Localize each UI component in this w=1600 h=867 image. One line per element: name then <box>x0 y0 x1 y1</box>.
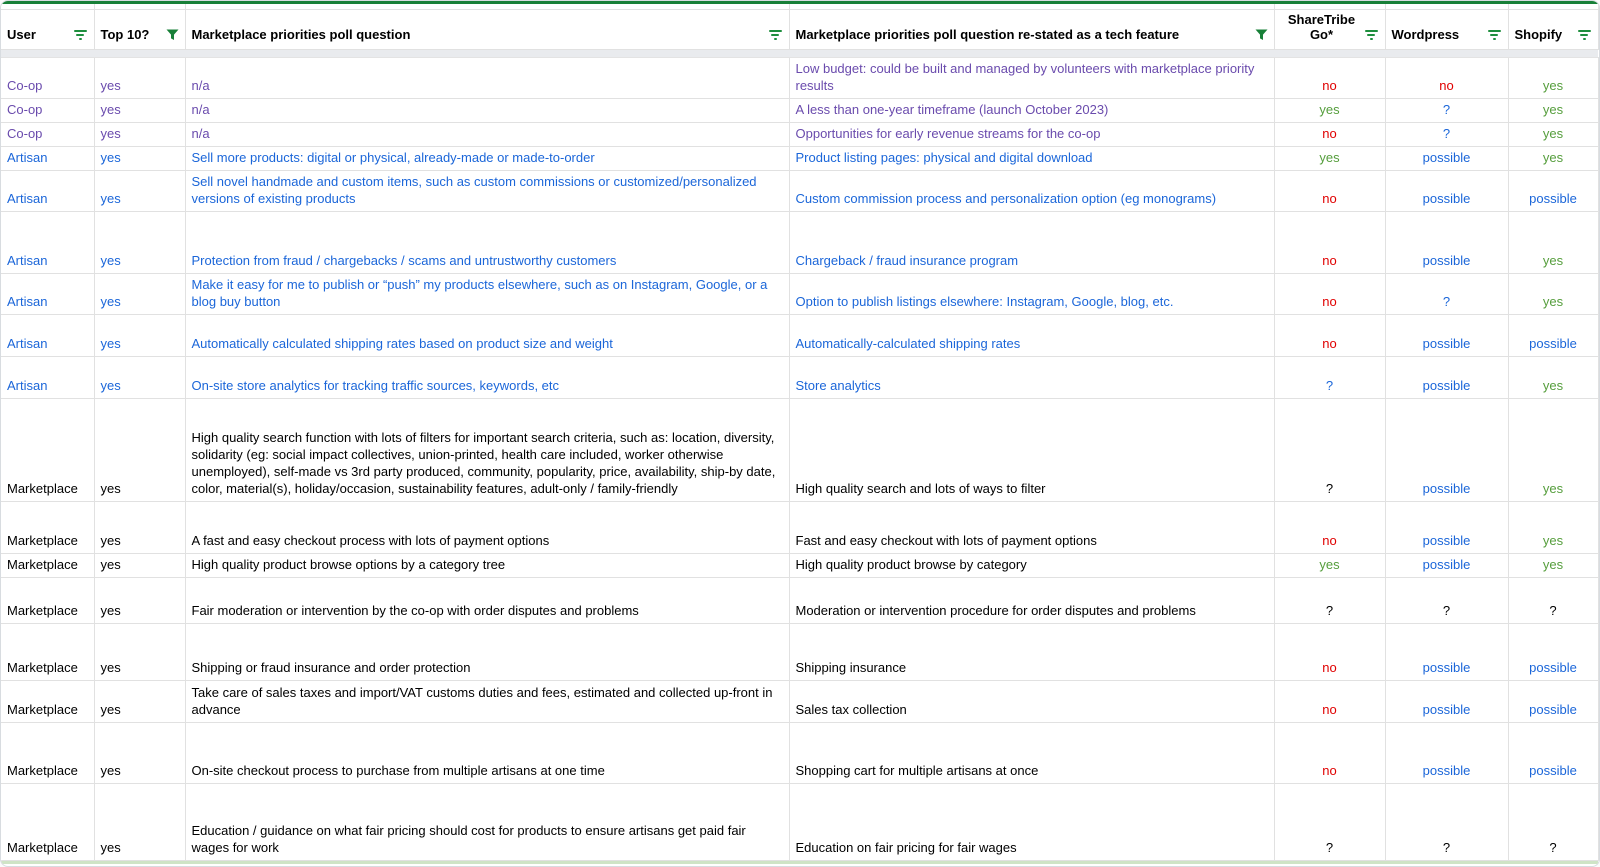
cell-user[interactable]: Co-op <box>1 57 94 98</box>
cell-status-sharetribe[interactable]: yes <box>1274 98 1385 122</box>
cell-question[interactable]: n/a <box>185 122 789 146</box>
cell-user[interactable]: Artisan <box>1 314 94 356</box>
cell-user[interactable]: Artisan <box>1 146 94 170</box>
cell-status-wordpress[interactable]: possible <box>1385 623 1508 680</box>
cell-status-sharetribe[interactable]: no <box>1274 314 1385 356</box>
table-row <box>1 680 1598 722</box>
table-row <box>1 211 1598 273</box>
cell-status-wordpress[interactable]: possible <box>1385 211 1508 273</box>
filter-lines-icon[interactable] <box>1577 30 1592 40</box>
cell-status-sharetribe[interactable]: no <box>1274 122 1385 146</box>
cell-feature[interactable]: Product listing pages: physical and digital download <box>789 146 1274 170</box>
filter-lines-icon[interactable] <box>1364 30 1379 40</box>
cell-feature[interactable]: High quality search and lots of ways to filter <box>789 398 1274 501</box>
cell-user[interactable]: Artisan <box>1 356 94 398</box>
cell-status-sharetribe[interactable]: no <box>1274 170 1385 211</box>
cell-feature[interactable]: Opportunities for early revenue streams for the co-op <box>789 122 1274 146</box>
cell-question[interactable]: Sell more products: digital or physical, already-made or made-to-order <box>185 146 789 170</box>
cell-user[interactable]: Marketplace <box>1 553 94 577</box>
cell-feature[interactable]: A less than one-year timeframe (launch October 2023) <box>789 98 1274 122</box>
table-row <box>1 553 1598 577</box>
cell-user[interactable]: Marketplace <box>1 398 94 501</box>
cell-top10[interactable]: yes <box>94 57 185 98</box>
cell-feature[interactable]: Option to publish listings elsewhere: Instagram, Google, blog, etc. <box>789 273 1274 314</box>
cell-top10[interactable]: yes <box>94 783 185 860</box>
cell-question[interactable]: Make it easy for me to publish or “push” my products elsewhere, such as on Instagram, Google, or a blog buy button <box>185 273 789 314</box>
data-table <box>1 4 1599 861</box>
cell-question[interactable]: On-site store analytics for tracking traffic sources, keywords, etc <box>185 356 789 398</box>
cell-status-sharetribe[interactable]: ? <box>1274 398 1385 501</box>
cell-question[interactable]: High quality product browse options by a category tree <box>185 553 789 577</box>
cell-status-wordpress[interactable]: ? <box>1385 98 1508 122</box>
cell-user[interactable]: Marketplace <box>1 577 94 623</box>
column-header-label: ShareTribe Go* <box>1287 11 1356 42</box>
cell-status-shopify[interactable]: yes <box>1508 398 1598 501</box>
cell-feature[interactable]: Automatically-calculated shipping rates <box>789 314 1274 356</box>
table-row <box>1 314 1598 356</box>
cell-question[interactable]: Fair moderation or intervention by the co-op with order disputes and problems <box>185 577 789 623</box>
cell-feature[interactable]: Custom commission process and personalization option (eg monograms) <box>789 170 1274 211</box>
table-row <box>1 170 1598 211</box>
cell-top10[interactable]: yes <box>94 98 185 122</box>
cell-status-sharetribe[interactable]: no <box>1274 680 1385 722</box>
table-row <box>1 577 1598 623</box>
cell-user[interactable]: Marketplace <box>1 623 94 680</box>
cell-status-wordpress[interactable]: possible <box>1385 722 1508 783</box>
cell-status-shopify[interactable]: possible <box>1508 623 1598 680</box>
cell-top10[interactable]: yes <box>94 398 185 501</box>
cell-feature[interactable]: Shipping insurance <box>789 623 1274 680</box>
cell-status-wordpress[interactable]: possible <box>1385 680 1508 722</box>
table-row <box>1 273 1598 314</box>
cell-question[interactable]: n/a <box>185 57 789 98</box>
cell-feature[interactable]: Chargeback / fraud insurance program <box>789 211 1274 273</box>
table-row <box>1 57 1598 98</box>
cell-status-shopify[interactable]: yes <box>1508 553 1598 577</box>
cell-top10[interactable]: yes <box>94 553 185 577</box>
cell-status-wordpress[interactable]: ? <box>1385 577 1508 623</box>
cell-status-wordpress[interactable]: ? <box>1385 273 1508 314</box>
filter-lines-icon[interactable] <box>1487 30 1502 40</box>
column-header-label: Wordpress <box>1391 26 1460 42</box>
header-row <box>1 9 1598 49</box>
cell-top10[interactable]: yes <box>94 680 185 722</box>
cell-top10[interactable]: yes <box>94 623 185 680</box>
cell-question[interactable]: Shipping or fraud insurance and order protection <box>185 623 789 680</box>
cell-status-shopify[interactable]: possible <box>1508 314 1598 356</box>
column-header-top10 <box>94 9 185 49</box>
cell-status-sharetribe[interactable]: no <box>1274 211 1385 273</box>
table-row <box>1 146 1598 170</box>
funnel-filter-icon[interactable] <box>1255 29 1268 41</box>
cell-status-shopify[interactable]: yes <box>1508 273 1598 314</box>
cell-user[interactable]: Marketplace <box>1 680 94 722</box>
column-header-poll-question <box>185 9 789 49</box>
cell-user[interactable]: Artisan <box>1 211 94 273</box>
column-header-tech-feature <box>789 9 1274 49</box>
cell-user[interactable]: Marketplace <box>1 722 94 783</box>
column-header-shopify <box>1508 9 1598 49</box>
cell-status-sharetribe[interactable]: no <box>1274 623 1385 680</box>
cell-question[interactable]: High quality search function with lots of filters for important search criteria, such as: location, diversity, solidarity (eg: social impact collectives, union-printed, health care included, worker otherwise unemployed), self-made vs 3rd party produced, community, popularity, price, availability, ship-by date, color, material(s), holiday/occasion, sustainability features, adult-only / family-friendly <box>185 398 789 501</box>
cell-status-wordpress[interactable]: possible <box>1385 146 1508 170</box>
cell-status-shopify[interactable]: yes <box>1508 57 1598 98</box>
cell-user[interactable]: Artisan <box>1 273 94 314</box>
table-row <box>1 623 1598 680</box>
cell-question[interactable]: On-site checkout process to purchase from multiple artisans at one time <box>185 722 789 783</box>
cell-status-shopify[interactable]: possible <box>1508 170 1598 211</box>
cell-top10[interactable]: yes <box>94 170 185 211</box>
cell-status-sharetribe[interactable]: yes <box>1274 553 1385 577</box>
column-header-label: Marketplace priorities poll question <box>191 26 411 42</box>
cell-top10[interactable]: yes <box>94 146 185 170</box>
cell-feature[interactable]: Fast and easy checkout with lots of payment options <box>789 501 1274 553</box>
cell-status-wordpress[interactable]: possible <box>1385 314 1508 356</box>
cell-status-shopify[interactable]: ? <box>1508 783 1598 860</box>
cell-status-wordpress[interactable]: possible <box>1385 501 1508 553</box>
cell-top10[interactable]: yes <box>94 211 185 273</box>
cell-question[interactable]: Sell novel handmade and custom items, such as custom commissions or customized/personalized versions of existing products <box>185 170 789 211</box>
cell-status-wordpress[interactable]: ? <box>1385 783 1508 860</box>
cell-question[interactable]: A fast and easy checkout process with lots of payment options <box>185 501 789 553</box>
cell-status-sharetribe[interactable]: no <box>1274 722 1385 783</box>
funnel-filter-icon[interactable] <box>166 29 179 41</box>
cell-status-sharetribe[interactable]: ? <box>1274 783 1385 860</box>
cell-top10[interactable]: yes <box>94 722 185 783</box>
cell-status-wordpress[interactable]: possible <box>1385 398 1508 501</box>
cell-question[interactable]: Education / guidance on what fair pricing should cost for products to ensure artisans get paid fair wages for work <box>185 783 789 860</box>
cell-question[interactable]: n/a <box>185 98 789 122</box>
cell-status-shopify[interactable]: yes <box>1508 98 1598 122</box>
cell-user[interactable]: Marketplace <box>1 783 94 860</box>
cell-user[interactable]: Marketplace <box>1 501 94 553</box>
cell-status-wordpress[interactable]: ? <box>1385 122 1508 146</box>
table-row <box>1 783 1598 860</box>
column-header-sharetribe <box>1274 9 1385 49</box>
cell-status-shopify[interactable]: yes <box>1508 356 1598 398</box>
cell-status-sharetribe[interactable]: no <box>1274 501 1385 553</box>
cell-status-sharetribe[interactable]: no <box>1274 57 1385 98</box>
cell-feature[interactable]: Shopping cart for multiple artisans at once <box>789 722 1274 783</box>
cell-status-sharetribe[interactable]: ? <box>1274 356 1385 398</box>
filter-range-bottom-border <box>1 861 1598 864</box>
cell-top10[interactable]: yes <box>94 314 185 356</box>
table-row <box>1 356 1598 398</box>
column-header-label: Shopify <box>1514 26 1563 42</box>
cell-feature[interactable]: Store analytics <box>789 356 1274 398</box>
cell-feature[interactable]: Moderation or intervention procedure for order disputes and problems <box>789 577 1274 623</box>
cell-status-wordpress[interactable]: possible <box>1385 356 1508 398</box>
cell-user[interactable]: Co-op <box>1 98 94 122</box>
cell-top10[interactable]: yes <box>94 356 185 398</box>
cell-status-sharetribe[interactable]: no <box>1274 273 1385 314</box>
table-row <box>1 122 1598 146</box>
table-row <box>1 501 1598 553</box>
cell-status-shopify[interactable]: yes <box>1508 146 1598 170</box>
cell-status-shopify[interactable]: ? <box>1508 577 1598 623</box>
filter-lines-icon[interactable] <box>73 30 88 40</box>
cell-top10[interactable]: yes <box>94 577 185 623</box>
column-header-label: Marketplace priorities poll question re-stated as a tech feature <box>795 26 1180 42</box>
cell-status-wordpress[interactable]: possible <box>1385 553 1508 577</box>
cell-feature[interactable]: High quality product browse by category <box>789 553 1274 577</box>
cell-top10[interactable]: yes <box>94 122 185 146</box>
cell-status-shopify[interactable]: possible <box>1508 722 1598 783</box>
cell-user[interactable]: Artisan <box>1 170 94 211</box>
cell-status-shopify[interactable]: yes <box>1508 501 1598 553</box>
cell-top10[interactable]: yes <box>94 501 185 553</box>
column-header-label: Top 10? <box>100 26 150 42</box>
cell-feature[interactable]: Education on fair pricing for fair wages <box>789 783 1274 860</box>
cell-status-sharetribe[interactable]: ? <box>1274 577 1385 623</box>
cell-user[interactable]: Co-op <box>1 122 94 146</box>
cell-status-shopify[interactable]: yes <box>1508 122 1598 146</box>
cell-status-wordpress[interactable]: no <box>1385 57 1508 98</box>
column-header-wordpress <box>1385 9 1508 49</box>
cell-feature[interactable]: Low budget: could be built and managed by volunteers with marketplace priority results <box>789 57 1274 98</box>
cell-status-sharetribe[interactable]: yes <box>1274 146 1385 170</box>
cell-feature[interactable]: Sales tax collection <box>789 680 1274 722</box>
frozen-row-shadow <box>1 49 1598 57</box>
filter-lines-icon[interactable] <box>768 30 783 40</box>
table-row <box>1 98 1598 122</box>
cell-question[interactable]: Protection from fraud / chargebacks / scams and untrustworthy customers <box>185 211 789 273</box>
cell-question[interactable]: Automatically calculated shipping rates based on product size and weight <box>185 314 789 356</box>
table-row <box>1 722 1598 783</box>
column-header-user <box>1 9 94 49</box>
cell-question[interactable]: Take care of sales taxes and import/VAT customs duties and fees, estimated and collected up-front in advance <box>185 680 789 722</box>
table-row <box>1 398 1598 501</box>
cell-status-shopify[interactable]: yes <box>1508 211 1598 273</box>
cell-status-shopify[interactable]: possible <box>1508 680 1598 722</box>
column-header-label: User <box>7 26 36 42</box>
cell-status-wordpress[interactable]: possible <box>1385 170 1508 211</box>
cell-top10[interactable]: yes <box>94 273 185 314</box>
